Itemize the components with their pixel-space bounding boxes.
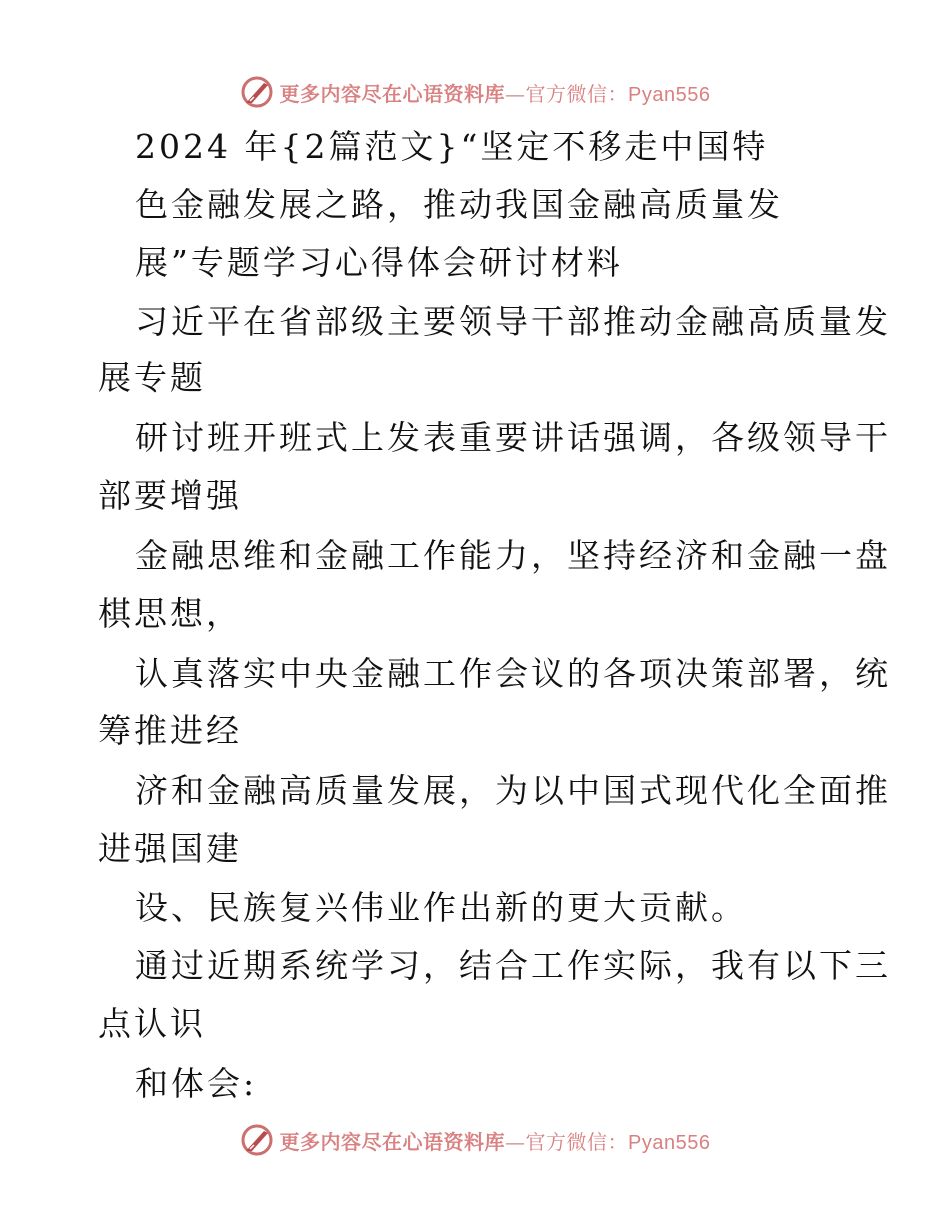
body-line: 设、民族复兴伟业作出新的更大贡献。 bbox=[135, 888, 747, 927]
body-line: 和体会: bbox=[135, 1064, 258, 1103]
body-line: 进强国建 bbox=[98, 829, 242, 868]
body-line: 习近平在省部级主要领导干部推动金融高质量发 bbox=[135, 302, 891, 341]
body-line: 研讨班开班式上发表重要讲话强调，各级领导干 bbox=[135, 418, 891, 457]
watermark-separator: — bbox=[505, 81, 526, 106]
watermark-text bbox=[280, 1126, 711, 1155]
footer-watermark bbox=[0, 1120, 950, 1160]
body-line: 棋思想， bbox=[98, 594, 242, 633]
quill-logo-icon bbox=[240, 1123, 274, 1157]
watermark-title: 更多内容尽在心语资料库 bbox=[279, 81, 506, 106]
body-line: 通过近期系统学习，结合工作实际，我有以下三 bbox=[135, 946, 891, 985]
title-line-1: 2024 年{2篇范文}“坚定不移走中国特 bbox=[135, 127, 769, 166]
title-line-3: 展”专题学习心得体会研讨材料 bbox=[135, 243, 623, 282]
body-line: 展专题 bbox=[98, 358, 206, 397]
body-line: 筹推进经 bbox=[98, 711, 242, 750]
watermark-contact: 官方微信：Pyan556 bbox=[525, 1131, 711, 1154]
quill-logo-icon bbox=[240, 75, 274, 109]
body-line: 部要增强 bbox=[98, 476, 242, 515]
body-line: 济和金融高质量发展，为以中国式现代化全面推 bbox=[135, 771, 891, 810]
title-line-2: 色金融发展之路，推动我国金融高质量发 bbox=[135, 185, 783, 224]
watermark-separator: — bbox=[505, 1129, 526, 1154]
body-line: 认真落实中央金融工作会议的各项决策部署，统 bbox=[135, 654, 891, 693]
body-line: 点认识 bbox=[98, 1004, 206, 1043]
watermark-title: 更多内容尽在心语资料库 bbox=[279, 1129, 506, 1154]
body-line: 金融思维和金融工作能力，坚持经济和金融一盘 bbox=[135, 536, 891, 575]
watermark-text bbox=[280, 78, 711, 107]
header-watermark bbox=[0, 72, 950, 112]
watermark-contact: 官方微信：Pyan556 bbox=[525, 83, 711, 106]
